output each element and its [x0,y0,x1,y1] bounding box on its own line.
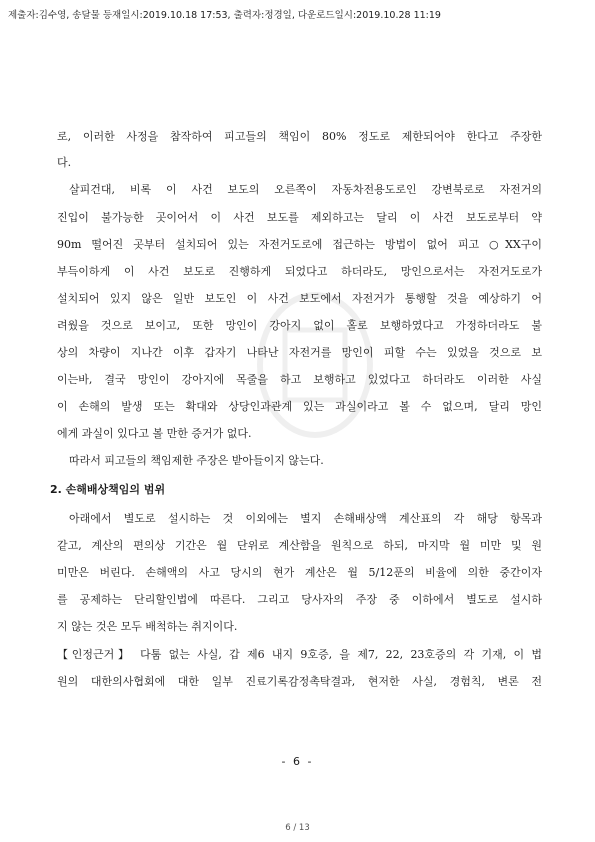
body-line: 부득이하게 이 사건 보도로 진행하게 되었다고 하더라도, 망인으로서는 자전거도로가 [57,265,542,278]
body-line: 미만은 버린다. 손해액의 사고 당시의 현가 계산은 월 5/12푼의 비율에 의한 중간이자 [57,566,542,579]
document-header-meta: 제출자:김수영, 송달물 등재일시:2019.10.18 17:53, 출력자:정경일, 다운로드일시:2019.10.28 11:19 [8,10,441,21]
body-line: 이는바, 결국 망인이 강아지에 목줄을 하고 보행하고 있었다고 하더라도 이러한 사실 [57,373,542,386]
body-line: 따라서 피고들의 책임제한 주장은 받아들이지 않는다. [69,454,324,467]
body-line: 다. [57,156,72,169]
body-line: 90m 떨어진 곳부터 설치되어 있는 자전거도로에 접근하는 방법이 없어 피고 ○XX구이 [57,238,542,251]
page-number: - 6 - [281,755,314,768]
section-heading: 2. 손해배상책임의 범위 [50,483,166,496]
body-line: 려웠을 것으로 보이고, 또한 망인이 강아지 없이 홀로 보행하였다고 가정하더라도 불 [57,319,542,332]
body-line: 이 손해의 발생 또는 확대와 상당인과관계 있는 과실이라고 볼 수 없으며, 달리 망인 [57,400,542,413]
body-line: 원의 대한의사협회에 대한 일부 진료기록감정촉탁결과, 현저한 사실, 경험칙, 변론 전 [57,675,542,688]
page-counter: 6 / 13 [285,823,310,833]
body-line: 상의 차량이 지나간 이후 갑자기 나타난 자전거를 망인이 피할 수는 있었을 것으로 보 [57,346,542,359]
body-line: 같고, 계산의 편의상 기간은 월 단위로 계산함을 원칙으로 하되, 마지막 월 미만 및 원 [57,539,542,552]
evidence-basis-line: 【인정근거】 다툼 없는 사실, 갑 제6 내지 9호증, 을 제7, 22, 23호증의 각 기재, 이 법 [57,648,542,661]
body-line: 에게 과실이 있다고 볼 만한 증거가 없다. [57,427,252,440]
body-line: 설치되어 있지 않은 일반 보도인 이 사건 보도에서 자전거가 통행할 것을 예상하기 어 [57,292,542,305]
body-line: 아래에서 별도로 설시하는 것 이외에는 별지 손해배상액 계산표의 각 해당 항목과 [69,512,542,525]
body-line: 지 않는 것은 모두 배척하는 취지이다. [57,620,238,633]
body-line: 를 공제하는 단리할인법에 따른다. 그리고 당사자의 주장 중 이하에서 별도로 설시하 [57,593,542,606]
body-line: 진입이 불가능한 곳이어서 이 사건 보도를 제외하고는 달리 이 사건 보도로부터 약 [57,211,542,224]
court-seal-watermark [255,290,375,440]
body-line: 살피건대, 비록 이 사건 보도의 오른쪽이 자동차전용도로인 강변북로로 자전거의 [69,183,542,196]
body-line: 로, 이러한 사정을 참작하여 피고들의 책임이 80% 정도로 제한되어야 한다고 주장한 [57,130,542,143]
